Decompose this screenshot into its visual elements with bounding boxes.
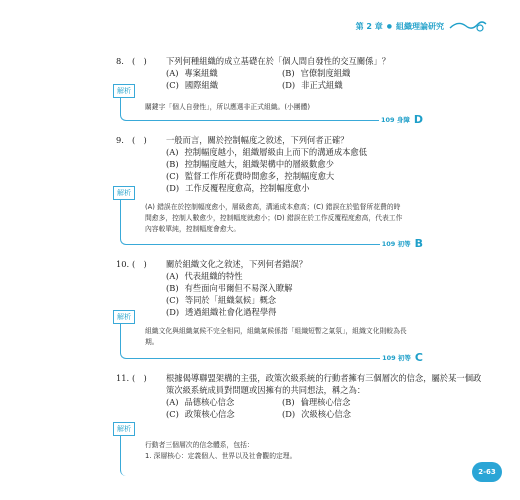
explanation-text: 關鍵字「個人自發性」，所以應選非正式組織。(小團體) <box>145 103 311 111</box>
explanation-tag: 解析 <box>113 422 135 436</box>
question-text: 關於組織文化之敘述，下列何者錯誤？ <box>166 259 308 269</box>
option-c: (C) 政策核心信念 <box>166 409 235 419</box>
explanation-tag: 解析 <box>113 186 135 200</box>
question-text: 下列何種組織的成立基礎在於「個人間自發性的交互關係」？ <box>166 56 391 66</box>
explanation-line: 1. 深層核心：定義個人、世界以及社會觀的定理。 <box>145 452 297 460</box>
question-11 <box>118 372 482 420</box>
option-a: (A) 品德核心信念 <box>166 397 235 407</box>
option-b: (B) 控制幅度越大，組織架構中的層級數愈少 <box>166 159 334 169</box>
question-10 <box>118 258 482 318</box>
question-text: 根據偈導聯盟架構的主張，政策次級系統的行動者擁有三個層次的信念，屬於某一個政策次級系統成員對問題或因擁有的共同想法，稱之為： <box>166 373 482 395</box>
explanation-line: 行動者三個層次的信念體系，包括： <box>145 441 254 449</box>
question-number: 11. <box>116 373 130 383</box>
explanation-tag: 解析 <box>113 310 135 324</box>
option-a: (A) 代表組織的特性 <box>166 271 243 281</box>
explanation-text: 組織文化與組織氣候不完全相同，組織氣候係指「組織短暫之氣氛」，組織文化則較為長期。 <box>145 327 407 346</box>
question-9 <box>118 134 482 194</box>
option-a: (A) 專案組織 <box>166 68 218 78</box>
answer-blank: ( ) <box>132 135 147 145</box>
option-b: (B) 有些面向弔爾但不易深入瞭解 <box>166 283 293 293</box>
source-label: 109 初等 B <box>381 237 423 250</box>
explanation-11 <box>117 425 421 476</box>
question-number: 8. <box>116 56 124 66</box>
option-d: (D) 工作反覆程度愈高，控制幅度愈小 <box>166 183 310 193</box>
option-a: (A) 控制幅度越小，組織層級由上而下的溝通成本愈低 <box>166 147 368 157</box>
answer-blank: ( ) <box>132 259 147 269</box>
source-label: 109 初等 C <box>382 351 423 364</box>
answer-blank: ( ) <box>132 373 147 383</box>
chapter-label: 第 2 章 <box>355 21 383 31</box>
option-b: (B) 官僚制度組織 <box>282 68 351 78</box>
question-number: 10. <box>116 259 130 269</box>
chapter-title: 組織理論研究 <box>396 21 444 31</box>
answer-blank: ( ) <box>132 56 147 66</box>
option-c: (C) 監督工作所花費時間愈多，控制幅度愈大 <box>166 171 335 181</box>
option-d: (D) 透過組織社會化過程學得 <box>166 307 277 317</box>
question-text: 一般而言，關於控制幅度之敘述，下列何者正確？ <box>166 135 349 145</box>
option-d: (D) 非正式組織 <box>282 80 343 90</box>
option-d: (D) 次級核心信念 <box>282 409 351 419</box>
question-number: 9. <box>116 135 124 145</box>
question-8 <box>118 55 482 91</box>
explanation-8 <box>117 87 423 126</box>
header-separator: ● <box>386 22 392 30</box>
swirl-icon <box>448 18 488 34</box>
explanation-10 <box>117 313 423 364</box>
source-label: 109 身障 D <box>381 113 423 126</box>
explanation-text: (A) 錯誤在於控制幅度愈小，層級愈高，溝通成本愈高；(C) 錯誤在於監督所花費的時間愈多，控制人數愈少，控制幅度就愈小；(D) 錯誤在於工作反覆程度愈高，代表工作內容較單純，控制幅度會愈大。 <box>145 203 403 233</box>
option-b: (B) 倫理核心信念 <box>282 397 351 407</box>
option-c: (C) 國際組織 <box>166 80 219 90</box>
option-c: (C) 等同於「組織氣候」概念 <box>166 295 277 305</box>
chapter-header <box>356 18 488 34</box>
page-number-badge: 2-63 <box>472 462 502 482</box>
explanation-9 <box>117 189 423 250</box>
explanation-tag: 解析 <box>113 84 135 98</box>
